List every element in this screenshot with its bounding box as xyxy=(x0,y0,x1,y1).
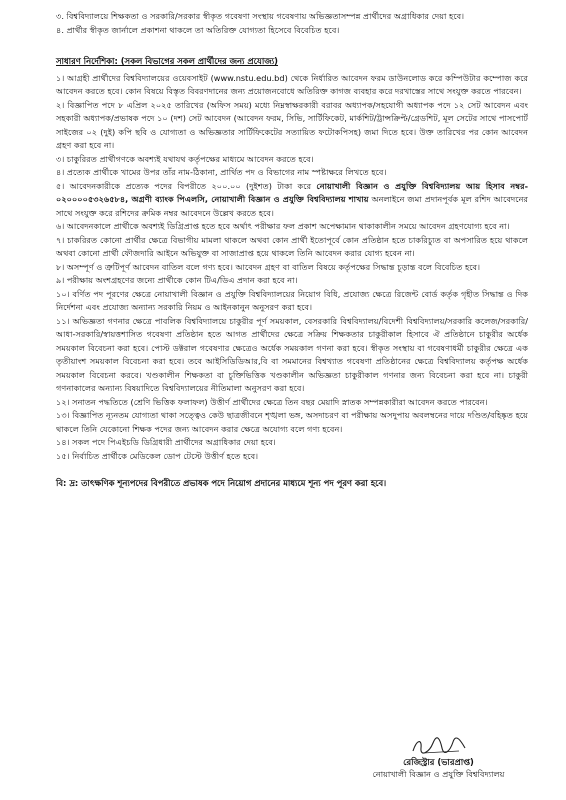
instruction-item-10: ১০। বর্ণিত পদ পূরণের ক্ষেত্রে নোয়াখালী বিজ্ঞান ও প্রযুক্তি বিশ্ববিদ্যালয়ের নিয়োগ বিধি, প্রযোজ্য ক্ষেত্রে রিজেন্ট বোর্ড কর্তৃক গৃহীত সিদ্ধান্ত ও দিক নির্দেশনা এবং প্রযোজ্য অন্যান্য সরকারি নিয়ম ও আইনকানুন অনুসরণ করা হবে। xyxy=(56,288,528,312)
instruction-item-11: ১১। অভিজ্ঞতা গণনার ক্ষেত্রে পাবলিক বিশ্ববিদ্যালয়ে চাকুরীর পূর্ণ সময়কাল, বেসরকারি বিশ্ববিদ্যালয়/বিদেশী বিশ্ববিদ্যালয়/সরকারি কলেজ/সরকারি/আধা-সরকারি/স্বায়ত্তশাসিত গবেষণা প্রতিষ্ঠান হতে আগত প্রার্থীদের ক্ষেত্রে সক্রিয় শিক্ষকতার চাকুরীকাল হিসাবে ঐ প্রতিষ্ঠানে চাকুরীর অর্ধেক সময়কাল বিবেচনা করা হবে। পোস্ট ডক্টরাল গবেষণার ক্ষেত্রেও অর্ধেক সময়কাল গণনা করা হবে। স্বীকৃত সংস্থায় বা গবেষণাধর্মী চাকুরীর ক্ষেত্রে এক তৃতীয়াংশ সময়কাল বিবেচনা করা হবে। তবে আইসিডিডিআর,বি বা সমমানের বিশ্বখ্যাত গবেষণা প্রতিষ্ঠানের ক্ষেত্রে বিশ্ববিদ্যালয় কর্তৃপক্ষ অর্ধেক সময়কাল বিবেচনা করবে। খণ্ডকালীন শিক্ষকতা বা চুক্তিভিত্তিক খণ্ডকালীন অভিজ্ঞতা চাকুরীকাল গণনার জন্য বিবেচনা করা হবে না। চাকুরী গণনাকালের অন্যান্য বিষয়াদিতে বিশ্ববিদ্যালয়ের নীতিমালা অনুসরণ করা হবে। xyxy=(56,315,528,393)
instruction-item-15: ১৫। নির্বাচিত প্রার্থীকে মেডিকেল ডোপ টেস্টে উত্তীর্ণ হতে হবে। xyxy=(56,450,259,461)
instruction-item-4: ৪। প্রত্যেক প্রার্থীকে খামের উপর তাঁর নাম-ঠিকানা, প্রার্থিত পদ ও বিভাগের নাম স্পষ্টাক্ষরে লিখতে হবে। xyxy=(56,167,387,177)
instruction-item-2: ২। বিজ্ঞাপিত পদে ৮ এপ্রিল ২০২৫ তারিখের (অফিস সময়) মধ্যে নিম্নস্বাক্ষরকারী বরাবর অধ্যাপক/সহযোগী অধ্যাপক পদে ১২ সেট আবেদন এবং সহকারী অধ্যাপক/প্রভাষক পদে ১০ (দশ) সেট আবেদন (আবেদন ফরম, সিভি, সার্টিফিকেট, মার্কশিট/ট্রান্সক্রিপ্ট/গ্রেডশিট, মূল সেটের সাথে পাসপোর্ট সাইজের ০২ (দুই) কপি ছবি ও যোগ্যতা ও অভিজ্ঞতার সার্টিফিকেটের সত্যায়িত ফটোকপিসহ) জমা দিতে হবে। উক্ত তারিখের পর কোন আবেদন গ্রহণ করা হবে না। xyxy=(56,99,528,150)
special-note: বি: দ্র: তাৎক্ষণিক শূন্যপদের বিপরীতে প্রভাষক পদে নিয়োগ প্রদানের মাধ্যমে শূন্য পদ পূরণ করা হবে। xyxy=(56,478,387,488)
instruction-item-13: ১৩। বিজ্ঞাপিত ন্যূনতম যোগ্যতা থাকা সত্ত্বেও কেউ ছাত্রজীবনে শৃঙ্খলা ভঙ্গ, অসদাচরণ বা পরীক্ষায় অসদুপায় অবলম্বনের দায়ে দণ্ডিত/বহিষ্কৃত হয়ে থাকলে তিনি যেকোনো শিক্ষক পদের জন্য আবেদন করার ক্ষেত্রে অযোগ্য বলে গণ্য হবেন। xyxy=(56,410,528,434)
instruction-item-14: ১৪। সকল পদে পিএইচডি ডিগ্রিধারী প্রার্থীদের অগ্রাধিকার দেয়া হবে। xyxy=(56,437,276,447)
instruction-item-5 xyxy=(56,180,528,221)
instruction-item-3: ৩। চাকুরিরত প্রার্থীগণকে অবশ্যই যথাযথ কর্তৃপক্ষের মাধ্যমে আবেদন করতে হবে। xyxy=(56,153,314,164)
item-5-text-end: অনলাইনে জমা প্রদানপূর্বক মূল রশিদ আবেদনের সাথে সংযুক্ত করে রশিদের ক্রমিক নম্বর আবেদনে উল্লেখ করতে হবে। xyxy=(56,194,528,218)
handwritten-signature xyxy=(409,736,469,756)
item-5-bank-account: নোয়াখালী বিজ্ঞান ও প্রযুক্তি বিশ্ববিদ্যালয় আয় হিসাব নম্বর- ০২০০০০৫৩২৬৫৮৪, অগ্রণী ব্যাংক পিএলসি, নোয়াখালী বিজ্ঞান ও প্রযুক্তি বিশ্ববিদ্যালয় শাখায় xyxy=(56,180,528,204)
top-item-4: ৪. প্রার্থীর স্বীকৃত জার্নালে প্রকাশনা থাকলে তা অতিরিক্ত যোগ্যতা হিসেবে বিবেচিত হবে। xyxy=(56,24,340,35)
signature-block xyxy=(351,736,526,781)
instruction-item-7: ৭। চাকরিরত কোনো প্রার্থীর ক্ষেত্রে বিভাগীয় মামলা থাকলে অথবা কোন প্রার্থী ইতোপূর্বে কোন প্রতিষ্ঠান হতে চাকরিচ্যুত বা অপসারিত হয়ে থাকলে অথবা কোনো প্রার্থী ফৌজদারি আইনে অভিযুক্ত বা সাজাপ্রাপ্ত হয়ে থাকলে তিনি আবেদন করার যোগ্য হবেন না। xyxy=(56,234,528,258)
instruction-item-6: ৬। আবেদনকালে প্রার্থীকে অবশ্যই ডিগ্রিপ্রাপ্ত হতে হবে অর্থাৎ পরীক্ষার ফল প্রকাশ অপেক্ষামান থাকাকালীন সময়ে আবেদন গ্রহণযোগ্য হবে না। xyxy=(56,221,510,231)
instruction-item-8: ৮। অসম্পূর্ণ ও ত্রুটিপূর্ণ আবেদন বাতিল বলে গণ্য হবে। আবেদন গ্রহণ বা বাতিল বিষয়ে কর্তৃপক্ষের সিদ্ধান্ত চূড়ান্ত বলে বিবেচিত হবে। xyxy=(56,261,481,272)
signatory-title: রেজিস্ট্রার (ভারপ্রাপ্ত) xyxy=(403,757,474,767)
signatory-organization: নোয়াখালী বিজ্ঞান ও প্রযুক্তি বিশ্ববিদ্যালয় xyxy=(372,769,505,779)
general-instructions-heading: সাধারণ নির্দেশিকা: (সকল বিভাগের সকল প্রার্থীদের জন্য প্রযোজ্য) xyxy=(56,56,279,66)
instruction-item-12: ১২। সনাতন পদ্ধতিতে (শ্রেণি ভিত্তিক ফলাফল) উত্তীর্ণ প্রার্থীদের ক্ষেত্রে তিন বছর মেয়াদি স্নাতক সম্পন্নকারীরা আবেদন করতে পারবেন। xyxy=(56,396,488,407)
item-5-text-start: ৫। আবেদনকারীকে প্রত্যেক পদের বিপরীতে ২০০.০০ (দুইশত) টাকা করে xyxy=(56,180,317,191)
top-item-3: ৩. বিশ্ববিদ্যালয়ে শিক্ষকতা ও সরকারি/সরকার স্বীকৃত গবেষণা সংস্থায় গবেষণায় অভিজ্ঞতাসম্পন্ন প্রার্থীদের অগ্রাধিকার দেয়া হবে। xyxy=(56,11,465,21)
instruction-item-9: ৯। পরীক্ষায় অংশগ্রহণের জন্যে প্রার্থীকে কোন টিএ/ডিএ প্রদান করা হবে না। xyxy=(56,275,298,285)
instruction-item-1: ১। আগ্রহী প্রার্থীদের বিশ্ববিদ্যালয়ের ওয়েবসাইট (www.nstu.edu.bd) থেকে নির্ধারিত আবেদন ফরম ডাউনলোড করে কম্পিউটার কম্পোজ করে আবেদন করতে হবে। কোন বিষয়ে বিস্তৃত বিবরণদানের জন্য প্রয়োজনবোধে অতিরিক্ত কাগজ ব্যবহার করে দরখাস্তের সাথে সংযুক্ত করতে পারবেন। xyxy=(56,72,528,96)
